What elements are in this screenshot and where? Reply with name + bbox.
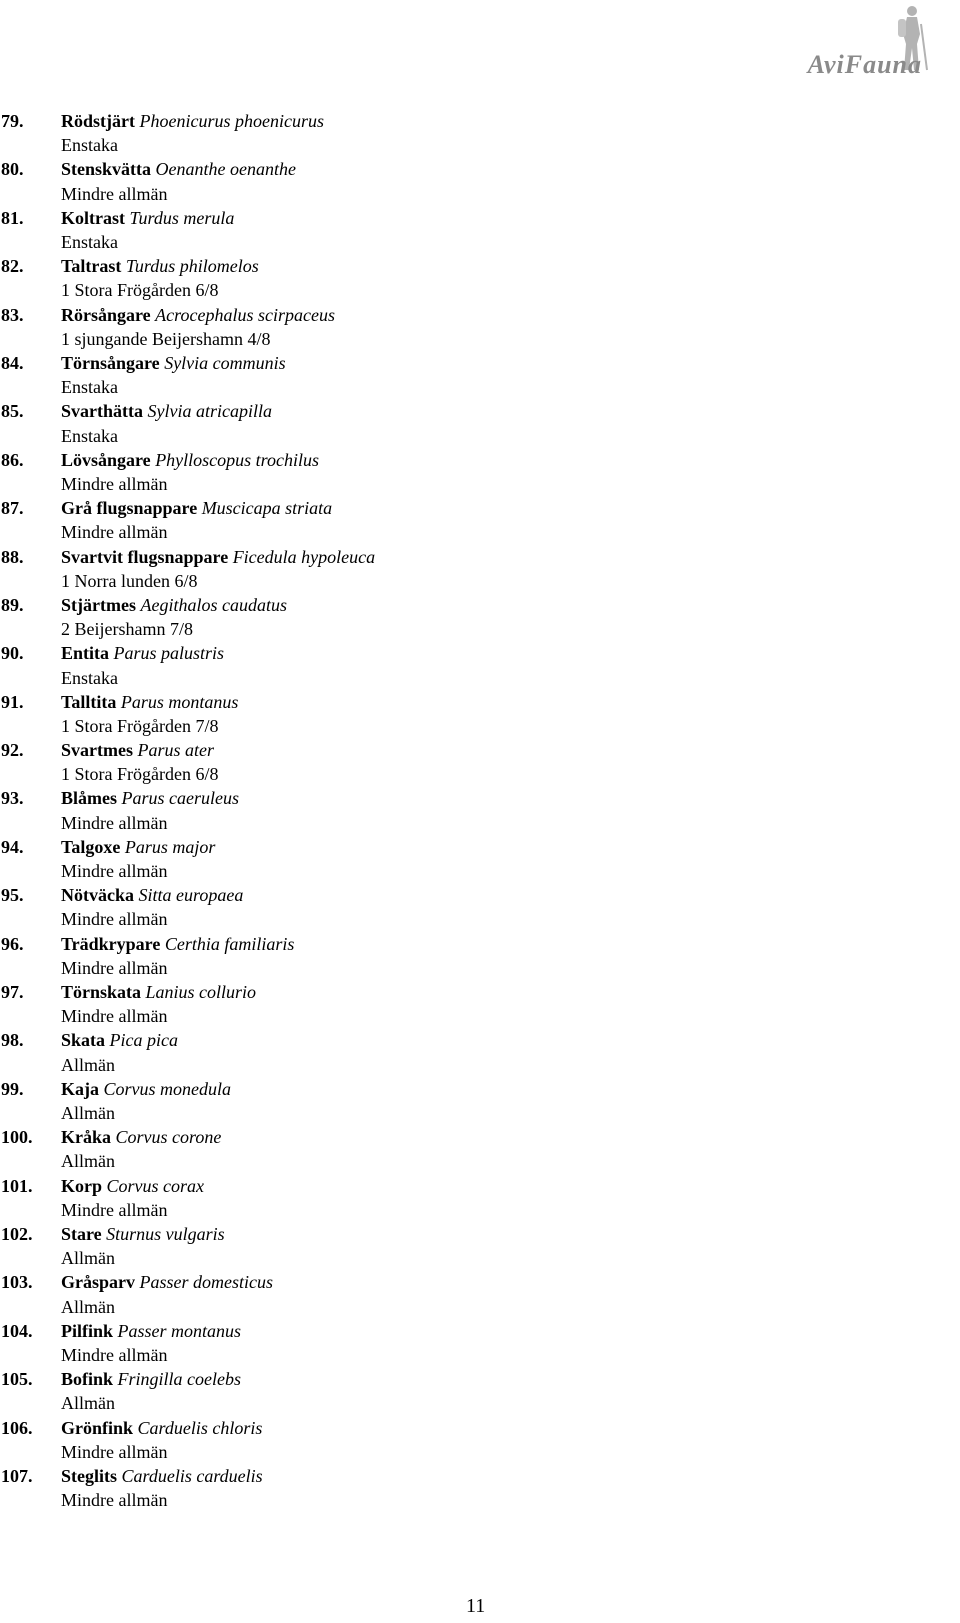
common-name: Svartvit flugsnappare (61, 546, 229, 567)
species-line (0, 883, 900, 907)
entry-number: 88. (1, 546, 24, 567)
occurrence-status: Mindre allmän (61, 1006, 168, 1027)
species-line (0, 738, 900, 762)
common-name: Talgoxe (61, 836, 121, 857)
latin-name: Sylvia communis (164, 352, 286, 373)
common-name: Kaja (61, 1078, 99, 1099)
entry-number: 101. (1, 1175, 33, 1196)
species-entry (0, 738, 900, 786)
occurrence-status: 1 sjungande Beijershamn 4/8 (61, 328, 271, 349)
species-line (0, 399, 900, 423)
occurrence-status: 1 Stora Frögården 7/8 (61, 715, 219, 736)
species-entry (0, 448, 900, 496)
species-line (0, 1319, 900, 1343)
common-name: Stare (61, 1223, 102, 1244)
latin-name: Corvus monedula (103, 1078, 231, 1099)
species-entry (0, 399, 900, 447)
common-name: Svartmes (61, 740, 133, 761)
entry-number: 83. (1, 304, 24, 325)
species-line (0, 157, 900, 181)
species-line (0, 980, 900, 1004)
common-name: Stjärtmes (61, 594, 136, 615)
latin-name: Muscicapa striata (201, 498, 333, 519)
species-entry (0, 157, 900, 205)
occurrence-status: Mindre allmän (61, 473, 168, 494)
entry-number: 89. (1, 594, 24, 615)
species-line (0, 690, 900, 714)
latin-name: Sturnus vulgaris (106, 1223, 225, 1244)
latin-name: Corvus corone (115, 1127, 222, 1148)
species-line (0, 786, 900, 810)
species-list (0, 109, 900, 1512)
latin-name: Passer domesticus (139, 1272, 273, 1293)
page-number: 11 (466, 1595, 486, 1617)
common-name: Nötväcka (61, 885, 134, 906)
entry-number: 102. (1, 1223, 33, 1244)
entry-number: 94. (1, 836, 24, 857)
occurrence-status: 1 Stora Frögården 6/8 (61, 764, 219, 785)
common-name: Pilfink (61, 1320, 114, 1341)
species-entry (0, 351, 900, 399)
latin-name: Carduelis chloris (137, 1417, 263, 1438)
species-line (0, 303, 900, 327)
species-entry (0, 641, 900, 689)
species-line (0, 545, 900, 569)
latin-name: Corvus corax (106, 1175, 205, 1196)
species-line (0, 1028, 900, 1052)
entry-number: 107. (1, 1465, 33, 1486)
species-entry (0, 496, 900, 544)
species-entry (0, 786, 900, 834)
latin-name: Certhia familiaris (164, 933, 295, 954)
species-line (0, 1367, 900, 1391)
occurrence-status: Mindre allmän (61, 1344, 168, 1365)
occurrence-status: Enstaka (61, 667, 118, 688)
entry-number: 91. (1, 691, 24, 712)
occurrence-status: Allmän (61, 1296, 115, 1317)
latin-name: Phoenicurus phoenicurus (139, 111, 324, 131)
occurrence-status: Enstaka (61, 377, 118, 398)
common-name: Trädkrypare (61, 933, 161, 954)
species-entry (0, 545, 900, 593)
species-entry (0, 980, 900, 1028)
latin-name: Sitta europaea (138, 885, 244, 906)
occurrence-status: Allmän (61, 1393, 115, 1414)
entry-number: 81. (1, 207, 24, 228)
latin-name: Aegithalos caudatus (140, 594, 287, 615)
species-entry (0, 1416, 900, 1464)
species-entry (0, 1270, 900, 1318)
occurrence-status: Mindre allmän (61, 1199, 168, 1220)
entry-number: 99. (1, 1078, 24, 1099)
entry-number: 79. (1, 111, 24, 131)
occurrence-status: Mindre allmän (61, 957, 168, 978)
species-entry (0, 1077, 900, 1125)
occurrence-status: 2 Beijershamn 7/8 (61, 619, 193, 640)
latin-name: Parus montanus (120, 691, 239, 712)
species-entry (0, 254, 900, 302)
entry-number: 87. (1, 498, 24, 519)
occurrence-status: Mindre allmän (61, 1441, 168, 1462)
occurrence-status: Mindre allmän (61, 861, 168, 882)
common-name: Lövsångare (61, 449, 151, 470)
avifauna-logo (752, 4, 932, 82)
entry-number: 98. (1, 1030, 24, 1051)
species-line (0, 254, 900, 278)
occurrence-status: Allmän (61, 1248, 115, 1269)
species-entry (0, 1125, 900, 1173)
species-line (0, 835, 900, 859)
entry-number: 95. (1, 885, 24, 906)
species-line (0, 932, 900, 956)
species-entry (0, 303, 900, 351)
common-name: Talltita (61, 691, 117, 712)
latin-name: Carduelis carduelis (121, 1465, 263, 1486)
common-name: Stenskvätta (61, 159, 152, 180)
latin-name: Fringilla coelebs (117, 1369, 242, 1390)
species-entry (0, 1367, 900, 1415)
species-line (0, 1125, 900, 1149)
species-line (0, 351, 900, 375)
species-entry (0, 1028, 900, 1076)
species-entry (0, 1464, 900, 1512)
entry-number: 97. (1, 982, 24, 1003)
species-line (0, 1416, 900, 1440)
occurrence-status: Mindre allmän (61, 1490, 168, 1511)
latin-name: Turdus philomelos (125, 256, 259, 277)
entry-number: 85. (1, 401, 24, 422)
species-entry (0, 835, 900, 883)
latin-name: Pica pica (109, 1030, 178, 1051)
species-line (0, 109, 900, 133)
species-line (0, 593, 900, 617)
entry-number: 86. (1, 449, 24, 470)
latin-name: Lanius collurio (145, 982, 257, 1003)
species-line (0, 1077, 900, 1101)
common-name: Bofink (61, 1369, 114, 1390)
common-name: Törnskata (61, 982, 142, 1003)
entry-number: 96. (1, 933, 24, 954)
common-name: Blåmes (61, 788, 117, 809)
species-line (0, 448, 900, 472)
common-name: Steglits (61, 1465, 117, 1486)
occurrence-status: Allmän (61, 1103, 115, 1124)
occurrence-status: Enstaka (61, 425, 118, 446)
latin-name: Turdus merula (129, 207, 235, 228)
entry-number: 80. (1, 159, 24, 180)
occurrence-status: Allmän (61, 1151, 115, 1172)
occurrence-status: 1 Stora Frögården 6/8 (61, 280, 219, 301)
logo-text: AviFauna (807, 50, 922, 79)
species-line (0, 641, 900, 665)
entry-number: 90. (1, 643, 24, 664)
occurrence-status: 1 Norra lunden 6/8 (61, 570, 198, 591)
occurrence-status: Mindre allmän (61, 522, 168, 543)
entry-number: 106. (1, 1417, 33, 1438)
species-line (0, 206, 900, 230)
common-name: Taltrast (61, 256, 122, 277)
species-line (0, 1270, 900, 1294)
occurrence-status: Mindre allmän (61, 183, 168, 204)
common-name: Rödstjärt (61, 111, 135, 131)
latin-name: Oenanthe oenanthe (155, 159, 296, 180)
latin-name: Acrocephalus scirpaceus (155, 304, 335, 325)
species-entry (0, 1319, 900, 1367)
common-name: Grå flugsnappare (61, 498, 198, 519)
entry-number: 82. (1, 256, 24, 277)
occurrence-status: Enstaka (61, 231, 118, 252)
common-name: Korp (61, 1175, 103, 1196)
entry-number: 100. (1, 1127, 33, 1148)
species-line (0, 1464, 900, 1488)
occurrence-status: Mindre allmän (61, 812, 168, 833)
species-line (0, 496, 900, 520)
entry-number: 92. (1, 740, 24, 761)
latin-name: Parus major (124, 836, 216, 857)
species-entry (0, 932, 900, 980)
common-name: Törnsångare (61, 352, 160, 373)
species-entry (0, 1174, 900, 1222)
entry-number: 105. (1, 1369, 33, 1390)
common-name: Gråsparv (61, 1272, 135, 1293)
common-name: Skata (61, 1030, 106, 1051)
species-entry (0, 109, 900, 157)
common-name: Kråka (61, 1127, 112, 1148)
entry-number: 103. (1, 1272, 33, 1293)
common-name: Koltrast (61, 207, 125, 228)
occurrence-status: Allmän (61, 1054, 115, 1075)
latin-name: Ficedula hypoleuca (232, 546, 376, 567)
latin-name: Sylvia atricapilla (147, 401, 272, 422)
common-name: Rörsångare (61, 304, 151, 325)
species-entry (0, 206, 900, 254)
latin-name: Phylloscopus trochilus (155, 449, 320, 470)
species-entry (0, 883, 900, 931)
common-name: Grönfink (61, 1417, 134, 1438)
common-name: Entita (61, 643, 110, 664)
species-line (0, 1174, 900, 1198)
species-entry (0, 690, 900, 738)
entry-number: 84. (1, 352, 24, 373)
occurrence-status: Mindre allmän (61, 909, 168, 930)
entry-number: 93. (1, 788, 24, 809)
species-entry (0, 593, 900, 641)
species-entry (0, 1222, 900, 1270)
occurrence-status: Enstaka (61, 135, 118, 156)
latin-name: Passer montanus (117, 1320, 242, 1341)
latin-name: Parus caeruleus (121, 788, 239, 809)
species-line (0, 1222, 900, 1246)
latin-name: Parus ater (137, 740, 214, 761)
latin-name: Parus palustris (113, 643, 225, 664)
common-name: Svarthätta (61, 401, 143, 422)
entry-number: 104. (1, 1320, 33, 1341)
